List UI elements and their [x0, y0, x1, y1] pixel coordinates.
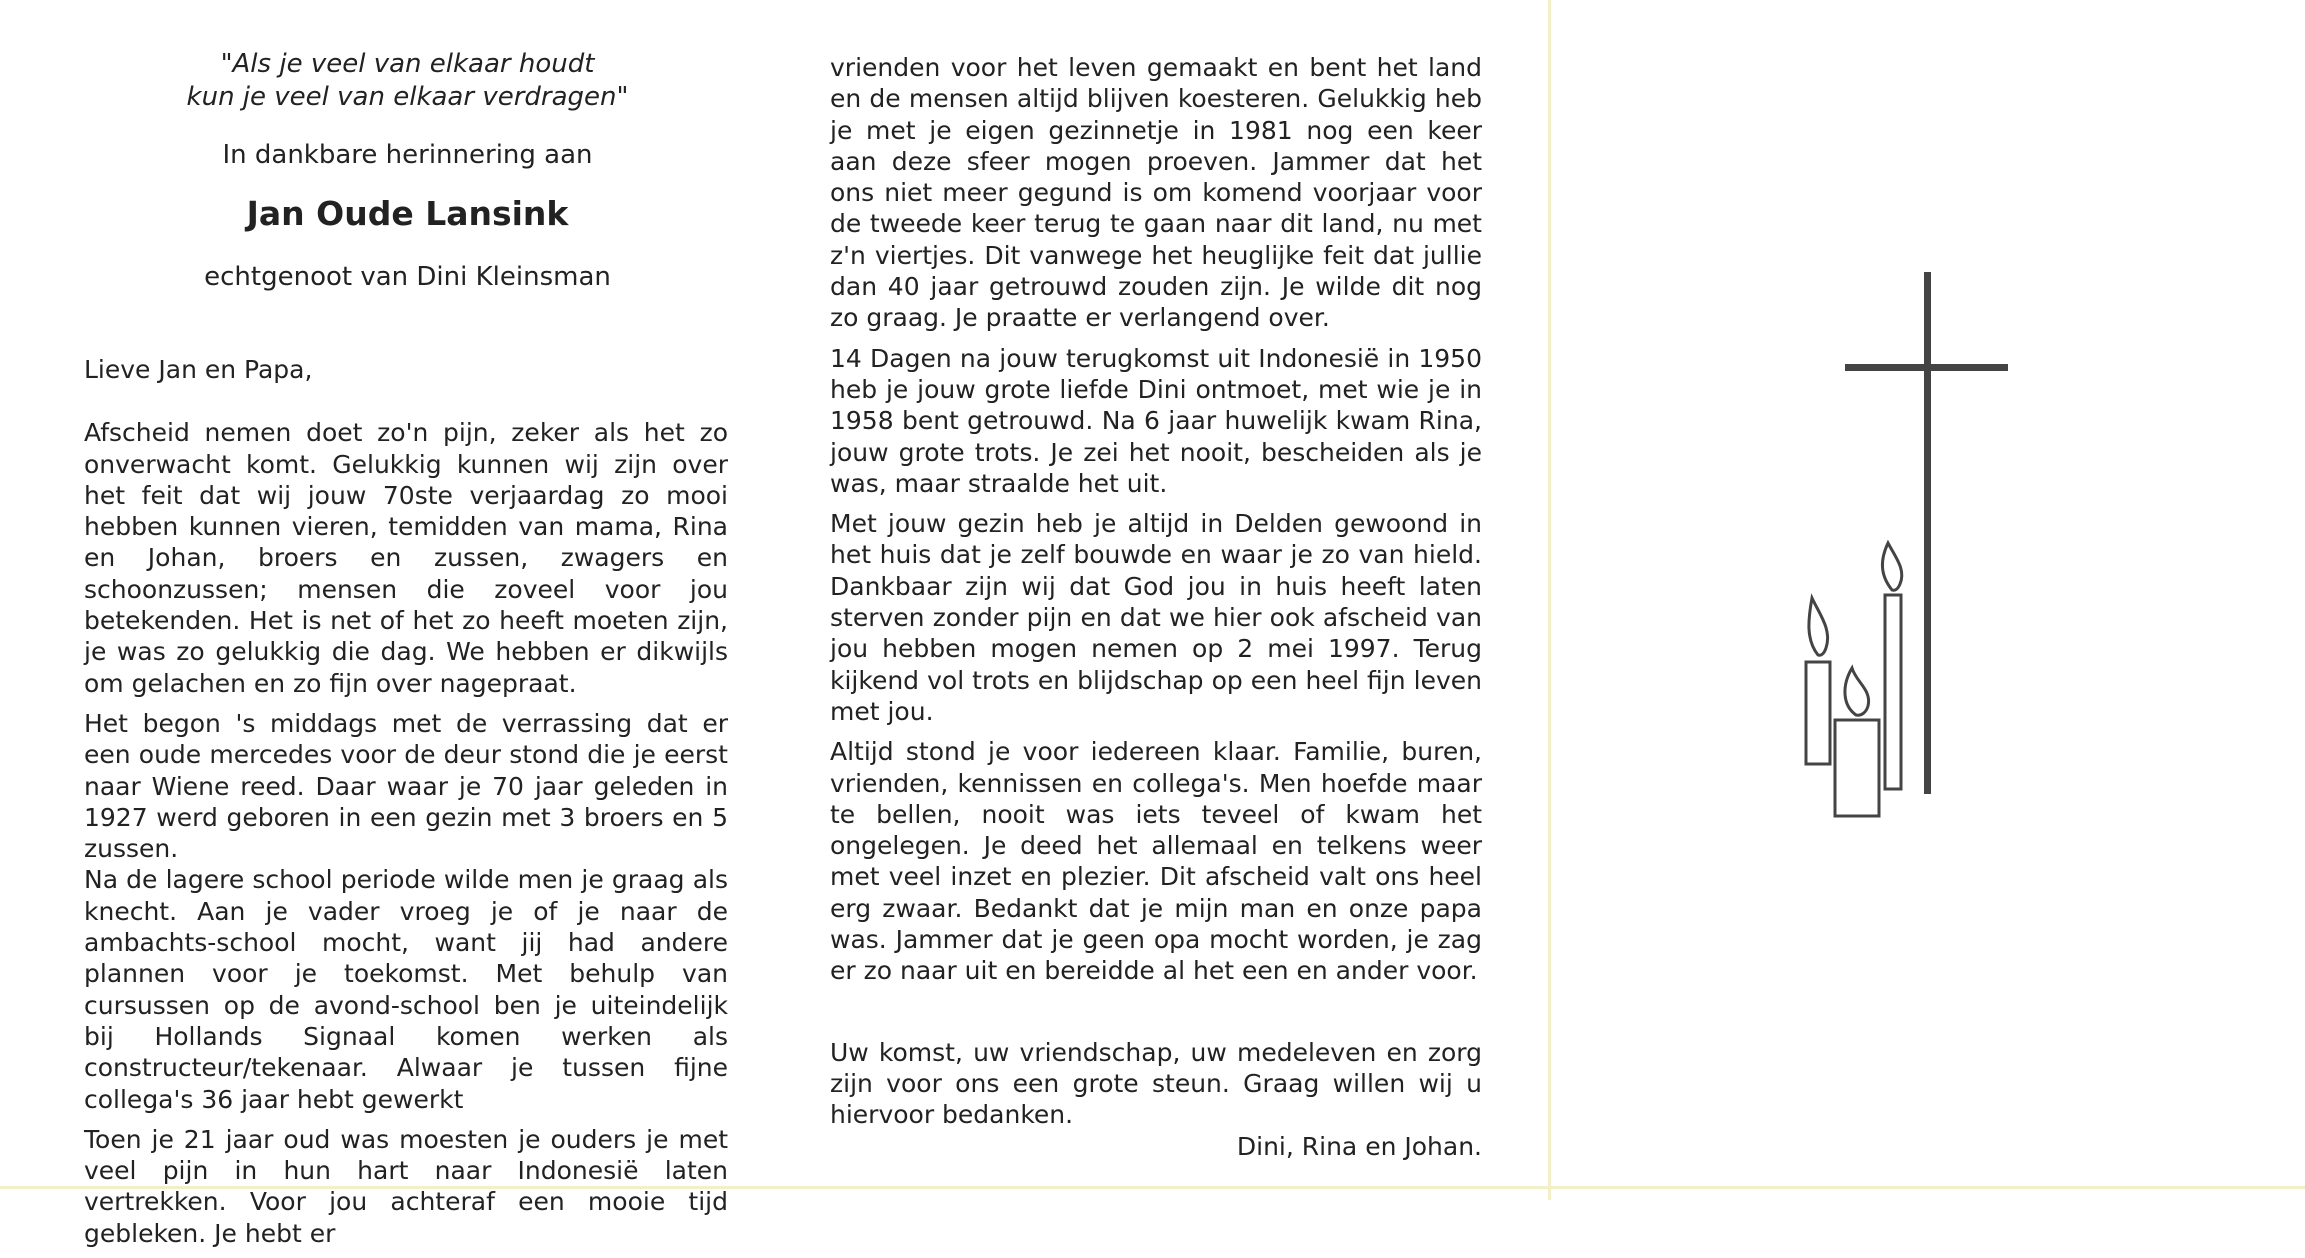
paragraph: Met jouw gezin heb je altijd in Delden gewoond in het huis dat je zelf bouwde en waar je zo van hield. Dankbaar zijn wij dat God jou in huis heeft laten sterven zonder pijn en dat we hier ook afscheid van jou hebben mogen nemen op 2 mei 1997. Terug kijkend vol trots en blijdschap op een heel fijn leven met jou. — [830, 509, 1482, 726]
signature: Dini, Rina en Johan. — [1236, 1131, 1482, 1161]
cross-horizontal-beam — [1845, 364, 2008, 371]
candle-middle — [1835, 720, 1879, 816]
quote-line: "Als je veel van elkaar houdt — [220, 49, 595, 79]
paragraph: Het begon 's middags met de verrassing dat er een oude mercedes voor de deur stond die je eerst naar Wiene reed. Daar waar je 70 jaar geleden in 1927 werd geboren in een gezin met 3 broers en 5 zussen. — [84, 708, 728, 864]
paragraph: Na de lagere school periode wilde men je graag als knecht. Aan je vader vroeg je of je naar de ambachts-school mocht, want jij had andere plannen voor je toekomst. Met behulp van cursussen op de avond-school ben je uiteindelijk bij Hollands Signaal komen werken als constructeur/tekenaar. Alwaar je tussen fijne collega's 36 jaar hebt gewerkt — [84, 865, 728, 1114]
thanks-paragraph: Uw komst, uw vriendschap, uw medeleven en zorg zijn voor ons een grote steun. Graag willen wij u hiervoor bedanken. — [830, 1037, 1482, 1130]
spouse-line: echtgenoot van Dini Kleinsman — [204, 262, 611, 292]
greeting: Lieve Jan en Papa, — [84, 355, 313, 384]
paragraph: Altijd stond je voor iedereen klaar. Familie, buren, vrienden, kennissen en collega's. Men hoefde maar te bellen, nooit was iets teveel of kwam het ongelegen. Je deed het allemaal en telkens weer met veel inzet en plezier. Dit afscheid valt ons heel erg zwaar. Bedankt dat je mijn man en onze papa was. Jammer dat je geen opa mocht worden, je zag er zo naar uit en bereidde al het een en ander voor. — [830, 737, 1482, 986]
letter-column-middle — [830, 52, 1482, 1171]
paragraph: 14 Dagen na jouw terugkomst uit Indonesië in 1950 heb je jouw grote liefde Dini ontmoet, met wie je in 1958 bent getrouwd. Na 6 jaar huwelijk kwam Rina, jouw grote trots. Je zei het nooit, bescheiden als je was, maar straalde het uit. — [830, 343, 1482, 498]
cross-vertical-beam — [1924, 272, 1931, 794]
flame-right-icon — [1882, 543, 1901, 590]
opening-quote — [140, 48, 675, 114]
flame-middle-icon — [1845, 668, 1869, 715]
paragraph: Afscheid nemen doet zo'n pijn, zeker als het zo onverwacht komt. Gelukkig kunnen wij zijn over het feit dat wij jouw 70ste verjaardag zo mooi hebben kunnen vieren, temidden van mama, Rina en Johan, broers en zussen, zwagers en schoonzussen; mensen die zoveel voor jou betekenden. Het is net of het zo heeft moeten zijn, je was zo gelukkig die dag. We hebben er dikwijls om gelachen en zo fijn over nagepraat. — [84, 418, 728, 698]
paragraph: vrienden voor het leven gemaakt en bent het land en de mensen altijd blijven koesteren. Gelukkig heb je met je eigen gezinnetje in 1981 nog een keer aan deze sfeer mogen proeven. Jammer dat het ons niet meer gegund is om komend voorjaar voor de tweede keer terug te gaan naar dit land, nu met z'n viertjes. Dit vanwege het heuglijke feit dat jullie dan 40 jaar getrouwd zouden zijn. Je wilde dit nog zo graag. Je praatte er verlangend over. — [830, 53, 1482, 333]
deceased-name: Jan Oude Lansink — [246, 194, 569, 233]
candle-right — [1885, 595, 1901, 789]
quote-line: kun je veel van elkaar verdragen" — [186, 82, 629, 112]
candle-left — [1806, 662, 1830, 764]
paragraph: Toen je 21 jaar oud was moesten je ouders je met veel pijn in hun hart naar Indonesië laten vertrekken. Voor jou achteraf een mooie tijd gebleken. Je hebt er — [84, 1124, 728, 1248]
letter-column-left — [84, 354, 728, 1258]
memorial-intro: In dankbare herinnering aan — [222, 140, 593, 170]
flame-left-icon — [1809, 598, 1828, 655]
cross-with-candles-icon — [1551, 0, 2305, 1200]
